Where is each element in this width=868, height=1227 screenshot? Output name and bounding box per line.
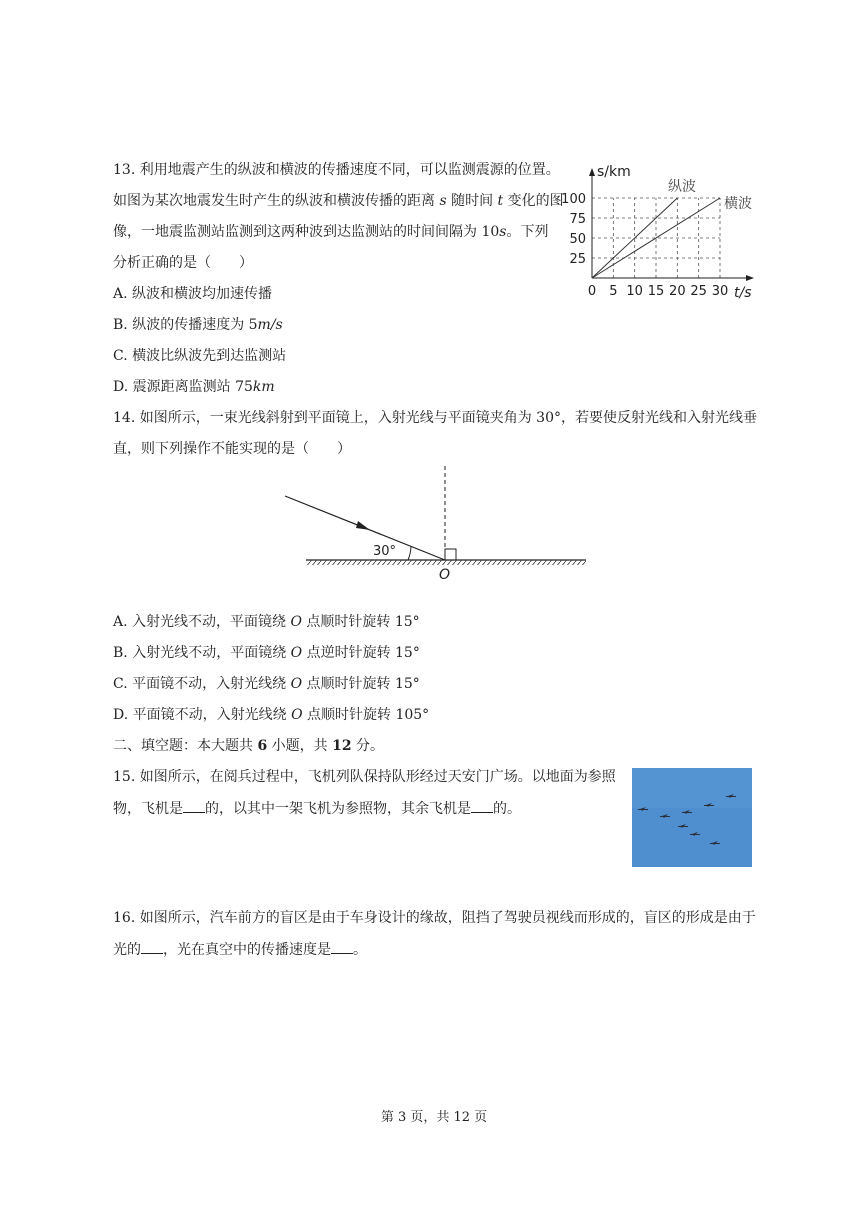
x-axis-arrow [746, 275, 754, 281]
q13-stem-line2: 如图为某次地震发生时产生的纵波和横波传播的距离 s 随时间 t 变化的图 [113, 193, 564, 209]
answer-blank [471, 798, 493, 813]
q14-option-b: B. 入射光线不动，平面镜绕 O 点逆时针旋转 15° [113, 645, 420, 661]
point-o-label: O [439, 567, 451, 583]
x-axis-label: t/s [734, 285, 752, 301]
q13-option-b: B. 纵波的传播速度为 5m/s [113, 317, 283, 333]
x-tick-label: 0 [587, 284, 597, 299]
q13-option-d: D. 震源距离监测站 75km [113, 379, 275, 395]
q13-option-a: A. 纵波和横波均加速传播 [113, 286, 273, 302]
section-heading: 二、填空题：本大题共 6 小题，共 12 分。 [113, 738, 385, 754]
q14-option-c: C. 平面镜不动，入射光线绕 O 点顺时针旋转 15° [113, 676, 420, 692]
mirror-hatching [306, 560, 586, 565]
x-tick-label: 5 [609, 284, 618, 299]
q13-option-c: C. 横波比纵波先到达监测站 [113, 348, 287, 364]
q14-option-a: A. 入射光线不动，平面镜绕 O 点顺时针旋转 15° [113, 614, 420, 630]
ray-arrow [356, 521, 370, 530]
answer-blank [141, 939, 163, 954]
y-tick-label: 75 [569, 212, 586, 227]
y-tick-label: 100 [561, 192, 586, 207]
x-tick-label: 30 [711, 284, 729, 299]
q13-stem-line3: 像，一地震监测站监测到这两种波到达监测站的时间间隔为 10s。下列 [113, 224, 549, 240]
x-tick-label: 20 [669, 284, 686, 299]
q13-stem-line1: 13. 利用地震产生的纵波和横波的传播速度不同，可以监测震源的位置。 [113, 162, 560, 178]
distance-time-chart [560, 160, 760, 305]
q14-option-d: D. 平面镜不动，入射光线绕 O 点顺时针旋转 105° [113, 707, 430, 723]
page-footer: 第 3 页，共 12 页 [380, 1110, 488, 1125]
y-axis-arrow [589, 168, 595, 176]
angle-arc [408, 546, 411, 560]
answer-blank [183, 798, 205, 813]
x-tick-label: 25 [690, 284, 707, 299]
y-tick-label: 25 [569, 252, 586, 267]
q16-stem-line2: 光的 ，光在真空中的传播速度是 。 [113, 939, 367, 960]
q13-stem-line4: 分析正确的是（ ） [113, 255, 253, 271]
y-axis-label: s/km [597, 164, 631, 180]
jet-formation-photo [632, 768, 752, 867]
q14-stem-line1: 14. 如图所示，一束光线斜射到平面镜上，入射光线与平面镜夹角为 30°，若要使反射光线和入射光线垂 [113, 410, 757, 426]
answer-blank [331, 939, 353, 954]
x-tick-label: 15 [647, 284, 665, 299]
y-tick-label: 50 [569, 232, 586, 247]
q15-stem-line2: 物，飞机是 的，以其中一架飞机为参照物，其余飞机是 的。 [113, 798, 521, 819]
q16-stem-line1: 16. 如图所示，汽车前方的盲区是由于车身设计的缘故，阻挡了驾驶员视线而形成的，盲区的形成是由于 [113, 910, 756, 926]
right-angle-mark [445, 549, 456, 560]
mirror-diagram [280, 460, 600, 585]
angle-label: 30° [373, 544, 397, 559]
series-label-longitudinal: 纵波 [668, 179, 696, 195]
q14-stem-line2: 直，则下列操作不能实现的是（ ） [113, 441, 351, 457]
series-label-transverse: 横波 [724, 196, 752, 212]
x-tick-label: 10 [626, 284, 643, 299]
q15-stem-line1: 15. 如图所示，在阅兵过程中，飞机列队保持队形经过天安门广场。以地面为参照 [113, 769, 616, 785]
